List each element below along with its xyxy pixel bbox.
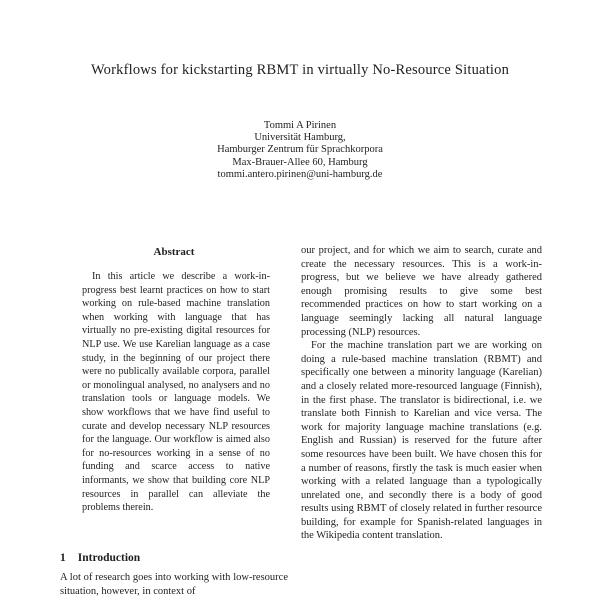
- right-column-paragraph-2: For the machine translation part we are working on doing a rule-based machine translation (RBMT) and specifically one between a minority language (Karelian) and a closely related more-resourced language (Finnish), in the first phase. The translator is bidirectional, i.e. we translate both Finnish to Karelian and vice versa. The work for majority language machine translations (e.g. English and Russian) is reserved for the future after some resources have been built. We have chosen this for a number of reasons, firstly the task is much easier when working with a related language than a typologically unrelated one, and secondly there is a body of good results using RBMT of closely related in further resource building, for example for Spanish-related languages in the Wikipedia content translation.: [301, 340, 542, 542]
- author-block: [0, 120, 600, 181]
- right-column-paragraph-1: our project, and for which we aim to search, curate and create the necessary resources. This is a work-in-progress, but we believe we have already gathered enough promising results to give some best recommended practices on how to start working on a language seemingly lacking all natural language processing (NLP) resources.: [301, 245, 542, 338]
- author-email: tommi.antero.pirinen@uni-hamburg.de: [217, 168, 383, 180]
- right-column: [301, 244, 542, 543]
- section-title: Introduction: [77, 552, 141, 564]
- author-name: Tommi A Pirinen: [263, 120, 337, 131]
- abstract-heading: Abstract: [153, 246, 195, 258]
- section-heading-introduction: [60, 552, 288, 564]
- author-address: Max-Brauer-Allee 60, Hamburg: [232, 156, 368, 168]
- paper-title: Workflows for kickstarting RBMT in virtually No-Resource Situation: [90, 62, 510, 78]
- author-affiliation-university: Universität Hamburg,: [254, 132, 346, 144]
- section-number: 1: [60, 552, 66, 564]
- introduction-paragraph: A lot of research goes into working with low-resource situation, however, in context of: [60, 572, 288, 597]
- author-affiliation-institute: Hamburger Zentrum für Sprachkorpora: [217, 144, 383, 156]
- abstract-text: In this article we describe a work-in-progress best learnt practices on how to start working on rule-based machine translation when working with language that has virtually no pre-existing digital resources for NLP use. We use Karelian language as a case study, in the beginning of our project there were no publically available corpora, parallel or monolingual analysed, no analysers and no translation tools or language models. We show workflows that we have find useful to curate and develop necessary NLP resources for the language. Our workflow is aimed also for no-resources working in a sense of no funding and scarce access to native informants, we show that building core NLP resources in parallel can alleviate the problems therein.: [82, 271, 270, 514]
